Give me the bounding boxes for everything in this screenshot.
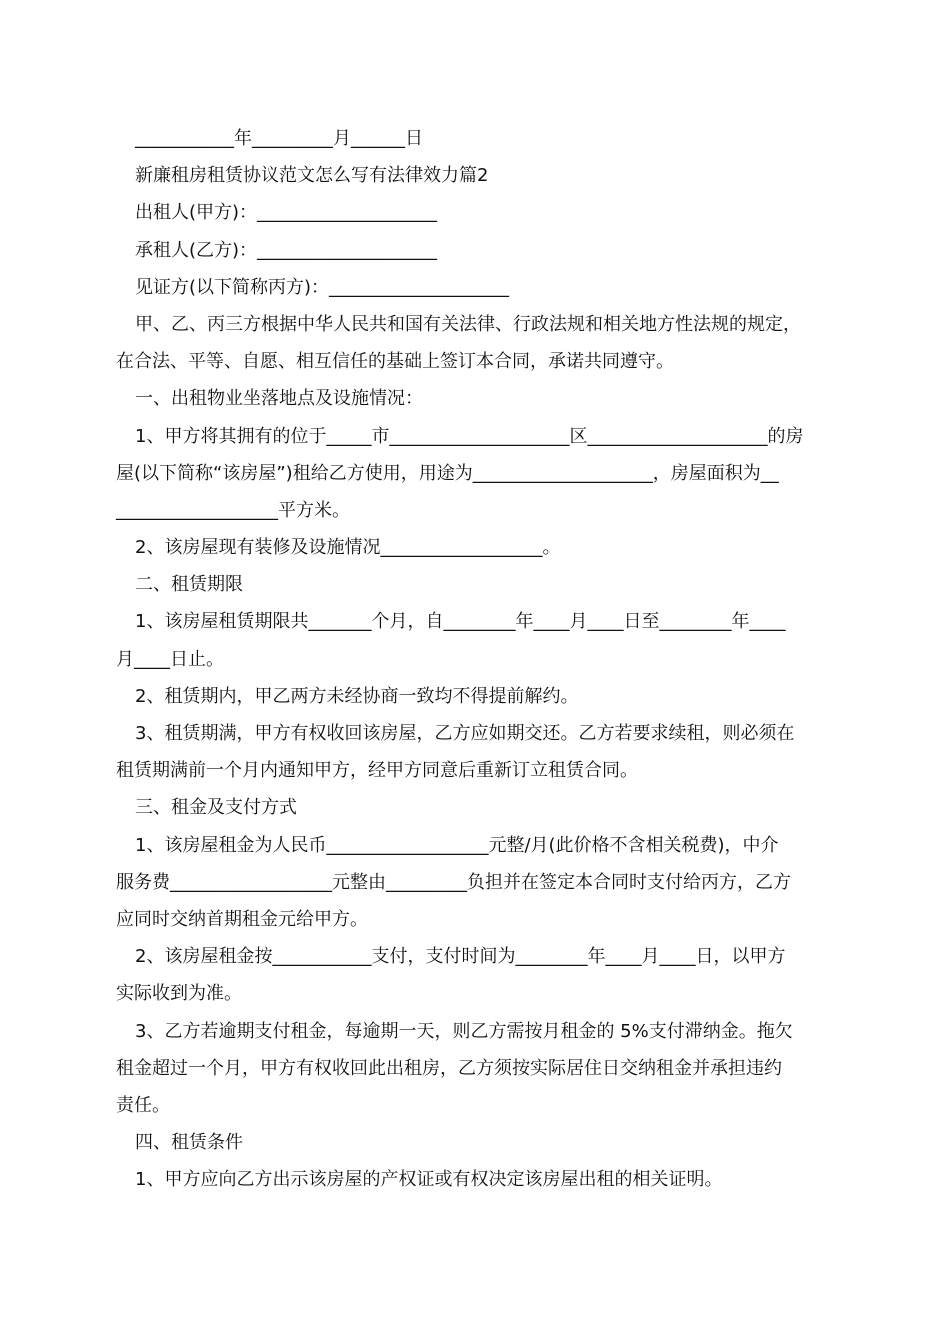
text-line: 2、该房屋租金按___________支付，支付时间为________年____月____日，以甲方 (135, 946, 786, 968)
text-line: 3、租赁期满，甲方有权收回该房屋，乙方应如期交还。乙方若要求续租，则必须在 (135, 723, 795, 744)
text-line: 应同时交纳首期租金元给甲方。 (116, 908, 368, 930)
text-line: 2、该房屋现有装修及设施情况__________________。 (135, 537, 561, 559)
text-line: 在合法、平等、自愿、相互信任的基础上签订本合同，承诺共同遵守。 (116, 351, 674, 373)
text-line: 2、租赁期内，甲乙两方未经协商一致均不得提前解约。 (135, 685, 579, 707)
text-line: 甲、乙、丙三方根据中华人民共和国有关法律、行政法规和相关地方性法规的规定， (135, 313, 801, 335)
text-line: 一、出租物业坐落地点及设施情况： (135, 388, 423, 410)
text-line: 二、租赁期限 (135, 574, 243, 596)
text-line: __________________平方米。 (116, 499, 350, 521)
text-line: 1、该房屋租赁期限共_______个月，自________年____月____日至________年____ (135, 611, 786, 633)
text-line: 实际收到为准。 (116, 983, 242, 1005)
text-line: 三、租金及支付方式 (135, 797, 297, 819)
text-line: 新廉租房租赁协议范文怎么写有法律效力篇2 (135, 165, 489, 187)
text-line: 1、甲方应向乙方出示该房屋的产权证或有权决定该房屋出租的相关证明。 (135, 1169, 723, 1191)
text-line: 服务费__________________元整由_________负担并在签定本合同时支付给丙方，乙方 (116, 871, 791, 893)
text-line: 租赁期满前一个月内通知甲方，经甲方同意后重新订立租赁合同。 (116, 760, 638, 782)
text-line: 1、该房屋租金为人民币__________________元整/月(此价格不含相关税费)，中介 (135, 834, 779, 856)
text-line: 租金超过一个月，甲方有权收回此出租房，乙方须按实际居住日交纳租金并承担违约 (116, 1057, 782, 1079)
text-line: 出租人(甲方)：____________________ (135, 202, 438, 224)
text-line: 承租人(乙方)：____________________ (135, 239, 438, 261)
document-body (116, 120, 838, 1198)
text-line: 四、租赁条件 (135, 1132, 243, 1154)
text-line: 1、甲方将其拥有的位于_____市____________________区____________________的房 (135, 425, 804, 447)
text-line: 责任。 (116, 1094, 170, 1116)
text-line: 屋(以下简称“该房屋”)租给乙方使用，用途为____________________，房屋面积为__ (116, 462, 779, 484)
text-line: 见证方(以下简称丙方)：____________________ (135, 276, 510, 298)
text-line: 月____日止。 (116, 648, 224, 670)
text-line: ___________年_________月______日 (135, 128, 423, 149)
text-line: 3、乙方若逾期支付租金，每逾期一天，则乙方需按月租金的 5%支付滞纳金。拖欠 (135, 1020, 793, 1042)
